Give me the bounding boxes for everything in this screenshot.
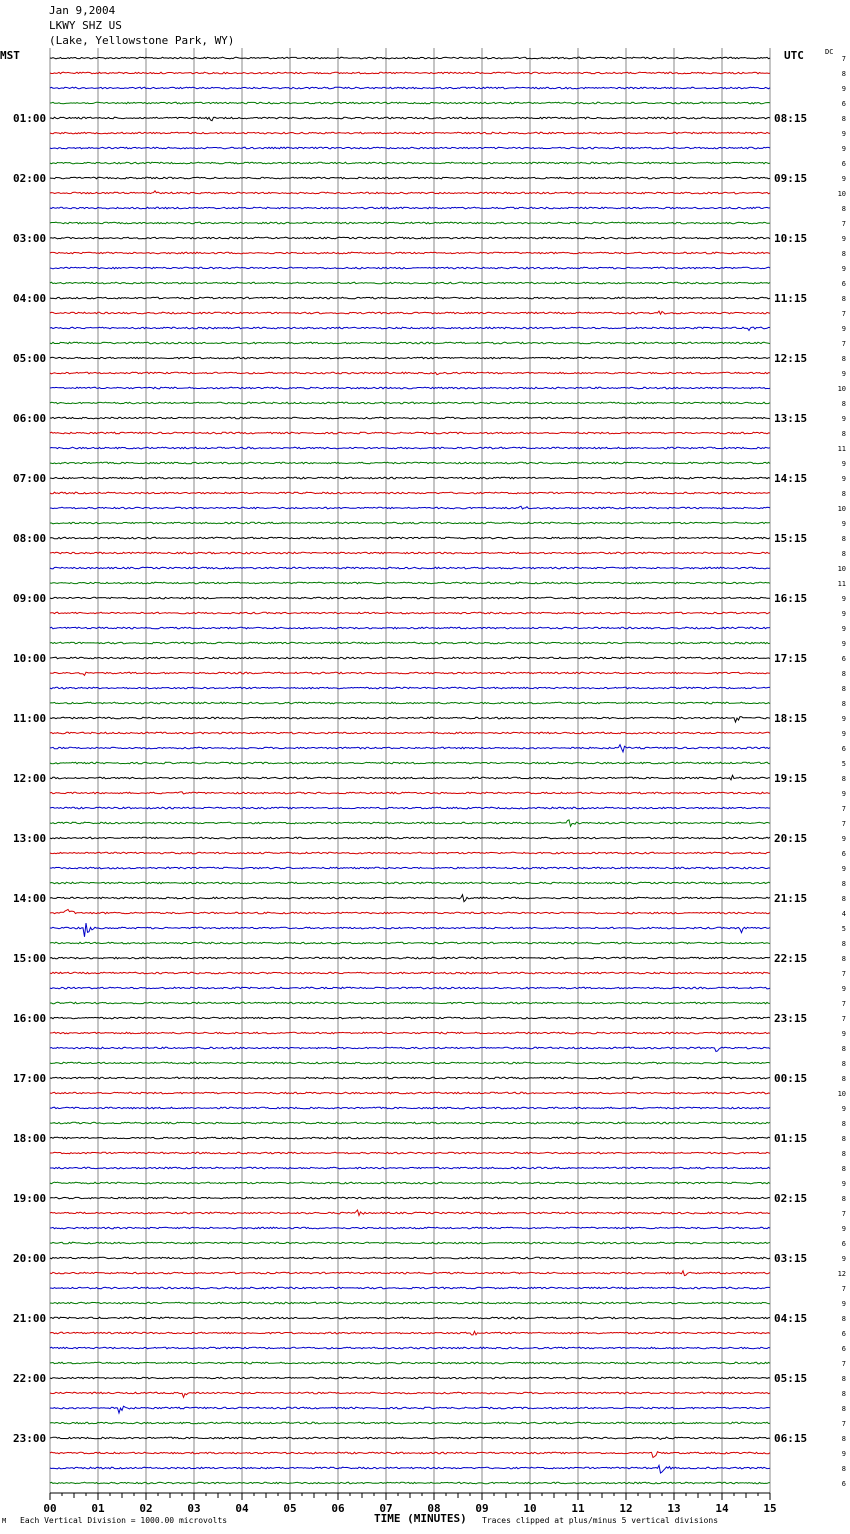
right-hour-label: 06:15	[774, 1432, 808, 1445]
dc-offset-value: 9	[841, 730, 846, 738]
dc-offset-value: 10	[837, 385, 846, 393]
right-timezone-label: UTC	[784, 49, 804, 62]
seismic-trace	[50, 297, 770, 299]
right-hour-label: 03:15	[774, 1252, 808, 1265]
seismic-trace	[50, 1092, 770, 1094]
dc-offset-value: 6	[841, 100, 846, 108]
seismic-trace	[50, 1002, 770, 1004]
left-hour-label: 11:00	[13, 712, 47, 725]
seismic-trace	[50, 717, 770, 722]
x-tick-label: 15	[763, 1502, 777, 1515]
dc-offset-value: 10	[837, 1090, 846, 1098]
dc-offset-value: 8	[841, 1315, 846, 1323]
seismic-trace	[50, 552, 770, 554]
seismic-trace	[50, 447, 770, 449]
left-hour-label: 13:00	[13, 832, 47, 845]
dc-offset-value: 6	[841, 160, 846, 168]
left-hour-label: 05:00	[13, 352, 47, 365]
dc-offset-value: 9	[841, 175, 846, 183]
dc-offset-value: 9	[841, 85, 846, 93]
seismic-trace	[50, 1362, 770, 1364]
dc-offset-value: 8	[841, 1120, 846, 1128]
seismic-trace	[50, 57, 770, 59]
left-hour-label: 06:00	[13, 412, 47, 425]
clip-note: Traces clipped at plus/minus 5 vertical divisions	[482, 1516, 719, 1525]
seismic-trace	[50, 1347, 770, 1349]
dc-offset-value: 8	[841, 670, 846, 678]
seismic-trace	[50, 1077, 770, 1079]
x-tick-label: 10	[523, 1502, 537, 1515]
dc-offset-value: 9	[841, 835, 846, 843]
right-hour-label: 13:15	[774, 412, 808, 425]
dc-column-label: DC	[825, 48, 834, 56]
right-hour-label: 01:15	[774, 1132, 808, 1145]
dc-offset-value: 9	[841, 520, 846, 528]
seismic-trace	[50, 582, 770, 584]
seismic-trace	[50, 745, 770, 752]
seismic-trace	[50, 837, 770, 839]
dc-offset-value: 9	[841, 865, 846, 873]
dc-offset-value: 8	[841, 940, 846, 948]
seismic-trace	[50, 1227, 770, 1229]
right-hour-label: 10:15	[774, 232, 808, 245]
dc-offset-value: 8	[841, 1405, 846, 1413]
dc-offset-value: 9	[841, 625, 846, 633]
seismic-trace	[50, 492, 770, 494]
dc-offset-value: 4	[841, 910, 846, 918]
dc-offset-value: 7	[841, 1285, 846, 1293]
dc-offset-value: 8	[841, 430, 846, 438]
seismic-trace	[50, 1287, 770, 1289]
x-tick-label: 04	[235, 1502, 249, 1515]
seismic-trace	[50, 267, 770, 269]
dc-offset-value: 5	[841, 760, 846, 768]
seismic-trace	[50, 327, 770, 330]
seismic-trace	[50, 942, 770, 944]
seismic-trace	[50, 672, 770, 675]
dc-offset-value: 10	[837, 565, 846, 573]
seismic-trace	[50, 1377, 770, 1379]
right-hour-label: 21:15	[774, 892, 808, 905]
dc-offset-value: 8	[841, 550, 846, 558]
dc-offset-value: 8	[841, 250, 846, 258]
seismic-trace	[50, 923, 770, 937]
station-location: (Lake, Yellowstone Park, WY)	[49, 34, 235, 47]
dc-offset-value: 9	[841, 145, 846, 153]
right-hour-label: 14:15	[774, 472, 808, 485]
seismic-trace	[50, 402, 770, 404]
right-hour-label: 15:15	[774, 532, 808, 545]
seismic-trace	[50, 537, 770, 539]
seismic-trace	[50, 102, 770, 104]
dc-offset-value: 9	[841, 715, 846, 723]
scale-note: Each Vertical Division = 1000.00 microvolts	[20, 1516, 228, 1525]
seismic-trace	[50, 357, 770, 359]
seismic-trace	[50, 612, 770, 614]
x-tick-label: 00	[43, 1502, 57, 1515]
seismic-trace	[50, 1182, 770, 1184]
x-tick-label: 03	[187, 1502, 201, 1515]
seismic-trace	[50, 775, 770, 780]
seismic-trace	[50, 867, 770, 869]
dc-offset-value: 9	[841, 595, 846, 603]
dc-offset-value: 8	[841, 700, 846, 708]
dc-offset-value: 8	[841, 490, 846, 498]
seismic-trace	[50, 987, 770, 989]
seismic-trace	[50, 1422, 770, 1424]
seismic-trace	[50, 1392, 770, 1397]
dc-offset-value: 9	[841, 325, 846, 333]
seismic-trace	[50, 132, 770, 134]
seismic-trace	[50, 732, 770, 734]
right-hour-label: 04:15	[774, 1312, 808, 1325]
seismic-trace	[50, 1271, 770, 1276]
dc-offset-value: 9	[841, 985, 846, 993]
dc-offset-value: 6	[841, 1345, 846, 1353]
seismic-trace	[50, 506, 770, 509]
seismic-trace	[50, 147, 770, 149]
dc-offset-value: 9	[841, 610, 846, 618]
seismic-trace	[50, 1017, 770, 1019]
x-tick-label: 02	[139, 1502, 153, 1515]
dc-offset-value: 9	[841, 1255, 846, 1263]
dc-offset-value: 9	[841, 265, 846, 273]
dc-offset-value: 7	[841, 310, 846, 318]
right-hour-label: 11:15	[774, 292, 808, 305]
left-hour-label: 19:00	[13, 1192, 47, 1205]
right-hour-label: 05:15	[774, 1372, 808, 1385]
x-tick-label: 13	[667, 1502, 681, 1515]
dc-offset-value: 9	[841, 130, 846, 138]
dc-offset-value: 7	[841, 1420, 846, 1428]
seismic-trace	[50, 252, 770, 254]
dc-offset-value: 9	[841, 1225, 846, 1233]
seismic-trace	[50, 909, 770, 913]
right-hour-label: 23:15	[774, 1012, 808, 1025]
dc-offset-value: 6	[841, 745, 846, 753]
x-tick-label: 08	[427, 1502, 441, 1515]
dc-offset-value: 8	[841, 955, 846, 963]
left-hour-label: 09:00	[13, 592, 47, 605]
right-hour-label: 00:15	[774, 1072, 808, 1085]
seismic-trace	[50, 972, 770, 974]
dc-offset-value: 8	[841, 1165, 846, 1173]
seismic-trace	[50, 820, 770, 827]
seismic-trace	[50, 522, 770, 524]
left-hour-label: 23:00	[13, 1432, 47, 1445]
right-hour-label: 22:15	[774, 952, 808, 965]
right-hour-label: 17:15	[774, 652, 808, 665]
dc-offset-value: 8	[841, 1075, 846, 1083]
dc-offset-value: 9	[841, 790, 846, 798]
x-axis-title: TIME (MINUTES)	[374, 1512, 467, 1525]
seismic-trace	[50, 417, 770, 419]
dc-offset-value: 8	[841, 535, 846, 543]
dc-offset-value: 6	[841, 1330, 846, 1338]
left-hour-label: 01:00	[13, 112, 47, 125]
seismic-trace	[50, 117, 770, 121]
plot-date: Jan 9,2004	[49, 4, 116, 17]
dc-offset-value: 7	[841, 970, 846, 978]
seismic-trace	[50, 567, 770, 569]
dc-offset-value: 6	[841, 1240, 846, 1248]
left-hour-label: 02:00	[13, 172, 47, 185]
seismic-trace	[50, 627, 770, 629]
dc-offset-value: 8	[841, 295, 846, 303]
dc-offset-value: 9	[841, 1180, 846, 1188]
x-tick-label: 12	[619, 1502, 633, 1515]
dc-offset-value: 8	[841, 895, 846, 903]
seismic-trace	[50, 311, 770, 314]
dc-offset-value: 9	[841, 1105, 846, 1113]
seismic-trace	[50, 762, 770, 764]
left-hour-label: 17:00	[13, 1072, 47, 1085]
left-hour-label: 15:00	[13, 952, 47, 965]
dc-offset-value: 7	[841, 820, 846, 828]
dc-offset-value: 8	[841, 205, 846, 213]
dc-offset-value: 6	[841, 655, 846, 663]
dc-offset-value: 7	[841, 1210, 846, 1218]
dc-offset-value: 6	[841, 280, 846, 288]
left-hour-label: 18:00	[13, 1132, 47, 1145]
footer-mark: M	[2, 1517, 7, 1525]
x-tick-label: 01	[91, 1502, 105, 1515]
seismic-trace	[50, 1032, 770, 1034]
seismic-trace	[50, 1331, 770, 1335]
seismic-trace	[50, 477, 770, 479]
left-hour-label: 08:00	[13, 532, 47, 545]
dc-offset-value: 8	[841, 1150, 846, 1158]
dc-offset-value: 7	[841, 55, 846, 63]
seismic-trace	[50, 1210, 770, 1216]
seismic-trace	[50, 432, 770, 434]
seismic-trace	[50, 1137, 770, 1139]
right-hour-label: 09:15	[774, 172, 808, 185]
seismic-trace	[50, 1167, 770, 1169]
dc-offset-value: 6	[841, 1480, 846, 1488]
dc-offset-value: 9	[841, 475, 846, 483]
seismic-trace	[50, 191, 770, 194]
seismic-trace	[50, 387, 770, 389]
seismic-trace	[50, 642, 770, 644]
seismic-trace	[50, 687, 770, 689]
dc-offset-value: 8	[841, 1390, 846, 1398]
x-tick-label: 11	[571, 1502, 585, 1515]
seismic-trace	[50, 957, 770, 959]
dc-offset-value: 11	[837, 580, 846, 588]
x-tick-label: 07	[379, 1502, 393, 1515]
left-timezone-label: MST	[0, 49, 20, 62]
seismic-trace	[50, 1317, 770, 1319]
dc-offset-value: 8	[841, 400, 846, 408]
dc-offset-value: 8	[841, 880, 846, 888]
seismic-trace	[50, 1197, 770, 1199]
seismic-trace	[50, 852, 770, 854]
dc-offset-value: 8	[841, 115, 846, 123]
dc-offset-value: 9	[841, 460, 846, 468]
seismic-trace	[50, 177, 770, 179]
dc-offset-value: 7	[841, 805, 846, 813]
dc-offset-value: 12	[837, 1270, 846, 1278]
dc-offset-value: 9	[841, 370, 846, 378]
dc-offset-value: 7	[841, 1015, 846, 1023]
left-hour-label: 16:00	[13, 1012, 47, 1025]
dc-offset-value: 8	[841, 685, 846, 693]
seismic-trace	[50, 1152, 770, 1154]
seismic-trace	[50, 1257, 770, 1259]
seismic-trace	[50, 1122, 770, 1124]
seismic-trace	[50, 282, 770, 284]
seismic-trace	[50, 657, 770, 659]
left-hour-label: 14:00	[13, 892, 47, 905]
dc-offset-value: 8	[841, 775, 846, 783]
station-code: LKWY SHZ US	[49, 19, 122, 32]
seismic-trace	[50, 1302, 770, 1304]
left-hour-label: 21:00	[13, 1312, 47, 1325]
dc-offset-value: 7	[841, 1000, 846, 1008]
right-hour-label: 18:15	[774, 712, 808, 725]
seismic-trace	[50, 1047, 770, 1051]
seismic-trace	[50, 72, 770, 74]
left-hour-label: 03:00	[13, 232, 47, 245]
x-tick-label: 06	[331, 1502, 345, 1515]
dc-offset-value: 7	[841, 220, 846, 228]
right-hour-label: 16:15	[774, 592, 808, 605]
dc-offset-value: 7	[841, 340, 846, 348]
seismic-trace	[50, 792, 770, 794]
right-hour-label: 08:15	[774, 112, 808, 125]
dc-offset-value: 8	[841, 1195, 846, 1203]
left-hour-label: 04:00	[13, 292, 47, 305]
dc-offset-value: 9	[841, 1300, 846, 1308]
dc-offset-value: 9	[841, 640, 846, 648]
x-tick-label: 09	[475, 1502, 489, 1515]
dc-offset-value: 6	[841, 850, 846, 858]
seismic-trace	[50, 372, 770, 374]
right-hour-label: 12:15	[774, 352, 808, 365]
seismic-trace	[50, 1107, 770, 1109]
left-hour-label: 20:00	[13, 1252, 47, 1265]
left-hour-label: 22:00	[13, 1372, 47, 1385]
seismic-trace	[50, 1482, 770, 1484]
seismic-trace	[50, 702, 770, 704]
seismic-trace	[50, 462, 770, 464]
seismic-trace	[50, 87, 770, 89]
right-hour-label: 19:15	[774, 772, 808, 785]
dc-offset-value: 8	[841, 1045, 846, 1053]
x-tick-label: 14	[715, 1502, 729, 1515]
seismic-trace	[50, 1406, 770, 1413]
x-tick-label: 05	[283, 1502, 297, 1515]
dc-offset-value: 8	[841, 70, 846, 78]
dc-offset-value: 9	[841, 1030, 846, 1038]
left-hour-label: 10:00	[13, 652, 47, 665]
seismic-trace	[50, 342, 770, 344]
right-hour-label: 20:15	[774, 832, 808, 845]
dc-offset-value: 9	[841, 235, 846, 243]
dc-offset-value: 10	[837, 505, 846, 513]
seismic-trace	[50, 807, 770, 809]
dc-offset-value: 9	[841, 1450, 846, 1458]
seismic-trace	[50, 1437, 770, 1439]
dc-offset-value: 8	[841, 1135, 846, 1143]
seismic-trace	[50, 1465, 770, 1473]
seismic-trace	[50, 1062, 770, 1064]
dc-offset-value: 11	[837, 445, 846, 453]
seismic-trace	[50, 1452, 770, 1458]
dc-offset-value: 9	[841, 415, 846, 423]
dc-offset-value: 10	[837, 190, 846, 198]
seismic-trace	[50, 237, 770, 239]
dc-offset-value: 8	[841, 1060, 846, 1068]
seismic-trace	[50, 895, 770, 902]
dc-offset-value: 8	[841, 1375, 846, 1383]
seismic-trace	[50, 222, 770, 224]
right-hour-label: 02:15	[774, 1192, 808, 1205]
dc-offset-value: 8	[841, 355, 846, 363]
dc-offset-value: 8	[841, 1435, 846, 1443]
left-hour-label: 07:00	[13, 472, 47, 485]
seismic-trace	[50, 207, 770, 209]
seismic-trace	[50, 1242, 770, 1244]
dc-offset-value: 5	[841, 925, 846, 933]
seismic-trace	[50, 882, 770, 884]
seismic-trace	[50, 597, 770, 599]
dc-offset-value: 7	[841, 1360, 846, 1368]
seismic-trace	[50, 162, 770, 164]
dc-offset-value: 8	[841, 1465, 846, 1473]
left-hour-label: 12:00	[13, 772, 47, 785]
